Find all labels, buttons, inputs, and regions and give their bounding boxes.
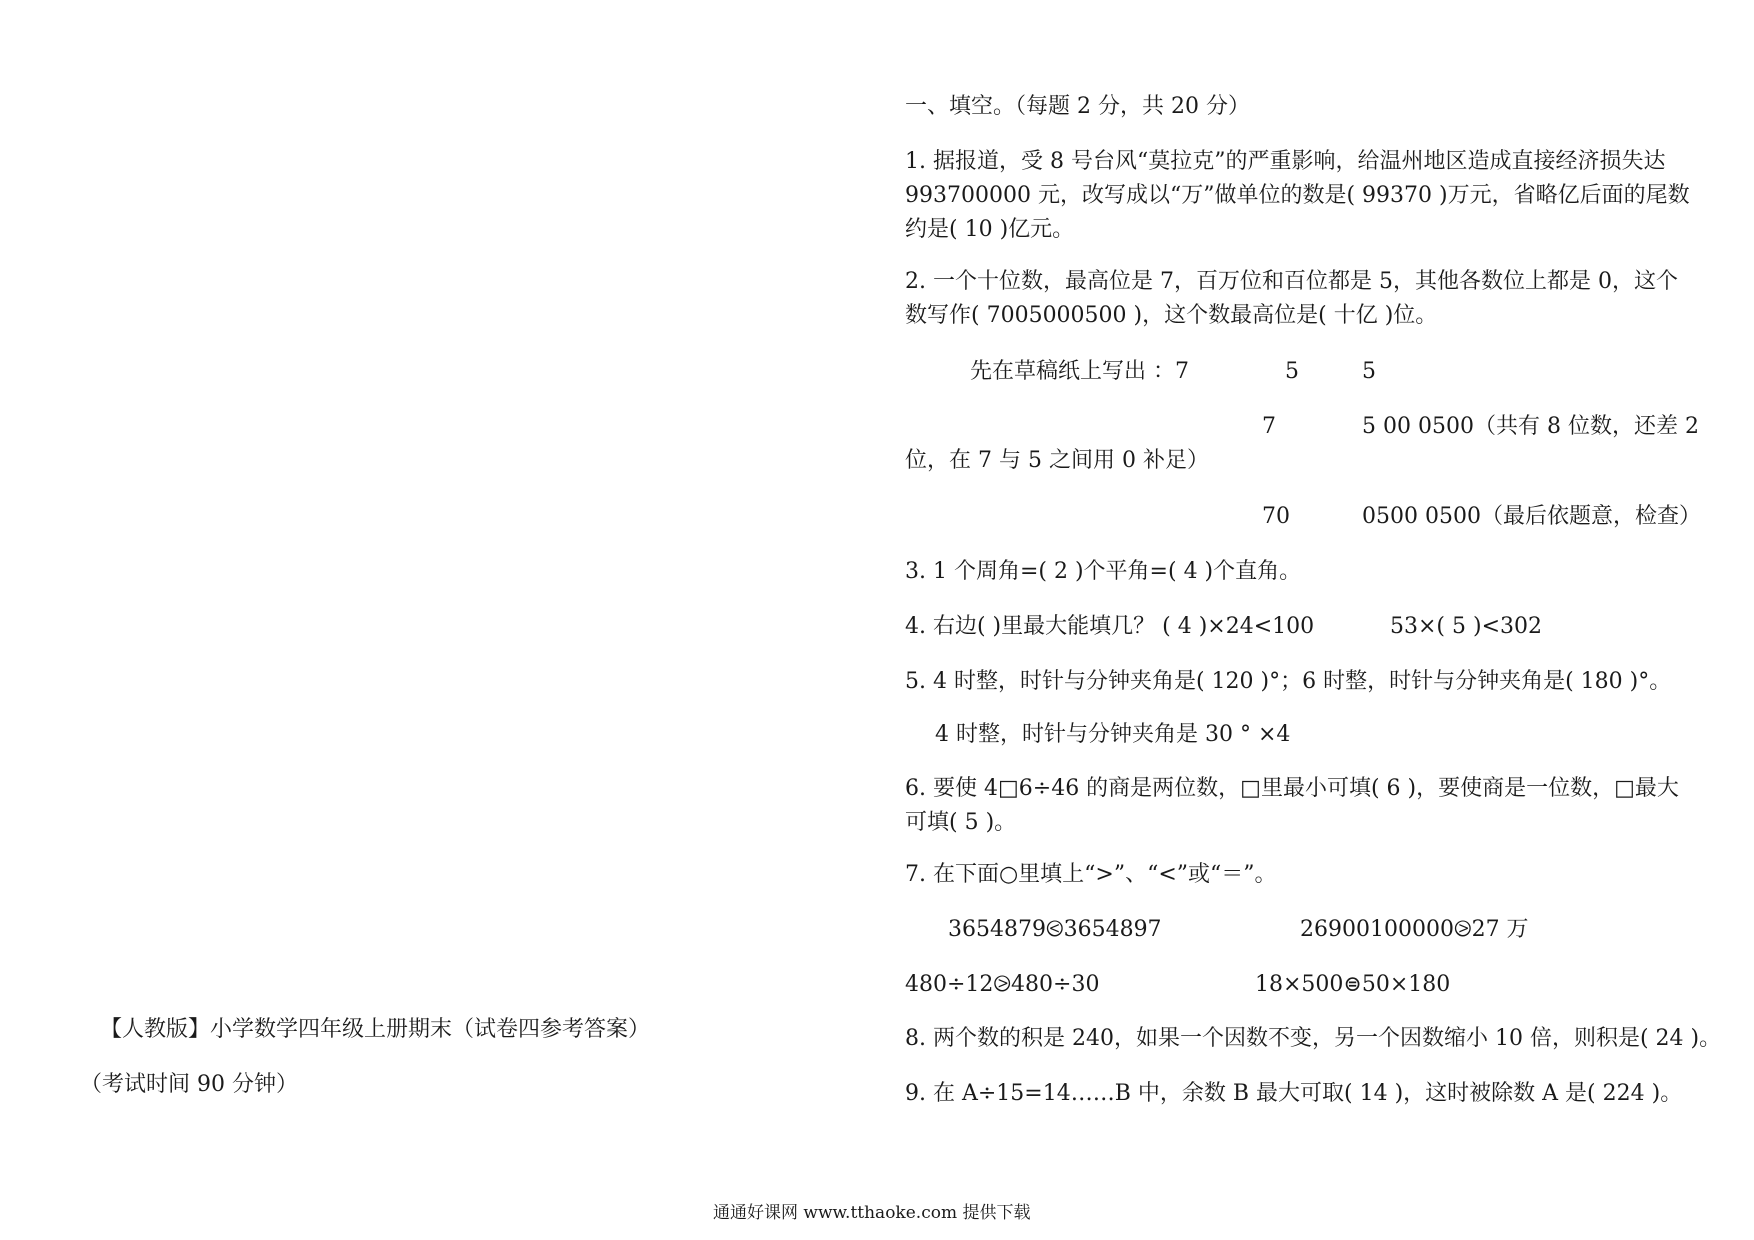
question-5-note: 4 时整，时针与分钟夹角是 30 ° ×4 xyxy=(935,722,1291,747)
question-2: 2. 一个十位数，最高位是 7，百万位和百位都是 5，其他各数位上都是 0，这个数写作( 7005000500 )，这个数最高位是( 十亿 )位。 xyxy=(905,269,1678,328)
question-3: 3. 1 个周角=( 2 )个平角=( 4 )个直角。 xyxy=(905,559,1302,584)
q7-compare-d: 18×500⊜50×180 xyxy=(1255,972,1451,997)
question-7: 7. 在下面○里填上“>”、“<”或“＝”。 xyxy=(905,862,1277,887)
q2-work-row3-b: 0500 0500（最后依题意，检查） xyxy=(1362,504,1701,529)
q2-work-row1-b: 5 xyxy=(1362,359,1376,384)
question-5: 5. 4 时整，时针与分钟夹角是( 120 )°；6 时整，时针与分钟夹角是( 180 )°。 xyxy=(905,669,1672,694)
q2-work-row2-cont: 位，在 7 与 5 之间用 0 补足） xyxy=(905,448,1209,473)
q2-work-row3-a: 70 xyxy=(1262,504,1290,529)
question-9: 9. 在 A÷15=14……B 中，余数 B 最大可取( 14 )，这时被除数 A 是( 224 )。 xyxy=(905,1081,1683,1106)
q7-compare-a: 3654879⧀3654897 xyxy=(948,917,1162,942)
q7-compare-b: 26900100000⧁27 万 xyxy=(1300,917,1529,942)
section-heading: 一、填空。（每题 2 分，共 20 分） xyxy=(905,94,1250,119)
q2-work-row2-b: 5 00 0500（共有 8 位数，还差 2 xyxy=(1362,414,1699,439)
q2-work-row1-label: 先在草稿纸上写出 ：7 xyxy=(970,359,1189,384)
document-title: 【人教版】小学数学四年级上册期末（试卷四参考答案） xyxy=(100,1017,651,1042)
question-4a: 4. 右边( )里最大能填几？ ( 4 )×24<100 xyxy=(905,614,1315,639)
question-8: 8. 两个数的积是 240，如果一个因数不变，另一个因数缩小 10 倍，则积是( 24 )。 xyxy=(905,1026,1722,1051)
footer-credit: 通通好课网 www.tthaoke.com 提供下载 xyxy=(713,1203,1031,1223)
q2-work-row2-a: 7 xyxy=(1262,414,1276,439)
q7-compare-c: 480÷12⧁480÷30 xyxy=(905,972,1100,997)
question-1: 1. 据报道，受 8 号台风“莫拉克”的严重影响，给温州地区造成直接经济损失达 993700000 元，改写成以“万”做单位的数是( 99370 )万元，省略亿后面的尾数约是( 10 )亿元。 xyxy=(905,149,1690,242)
question-4b: 53×( 5 )<302 xyxy=(1390,614,1543,639)
question-6: 6. 要使 4□6÷46 的商是两位数，□里最小可填( 6 )，要使商是一位数，□最大可填( 5 )。 xyxy=(905,776,1679,835)
exam-duration: （考试时间 90 分钟） xyxy=(80,1072,298,1097)
q2-work-row1-a: 5 xyxy=(1285,359,1299,384)
